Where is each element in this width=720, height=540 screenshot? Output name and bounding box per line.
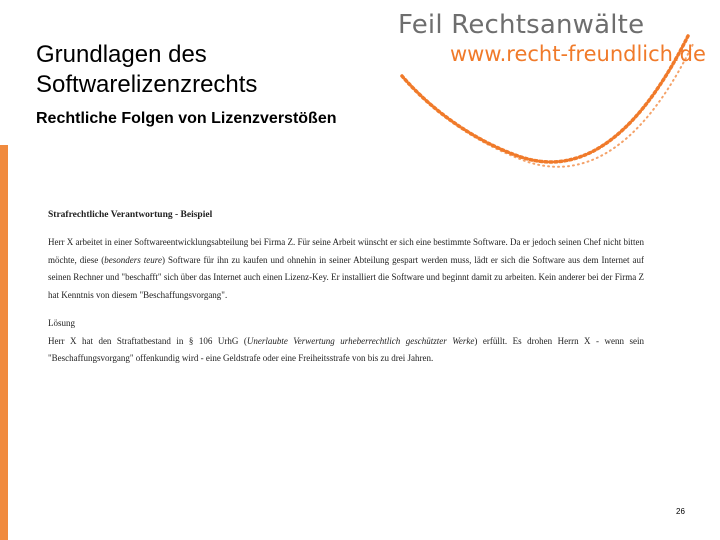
- solution-label: Lösung: [48, 318, 75, 328]
- company-logo: [388, 6, 708, 196]
- solution-text-part-1: Herr X hat den Straftatbestand in § 106 UrhG (: [48, 335, 247, 346]
- logo-website-url[interactable]: www.recht-freundlich.de: [450, 42, 706, 66]
- solution-paragraph: [48, 333, 644, 368]
- case-text-emphasis: besonders teure: [104, 254, 162, 265]
- case-paragraph: [48, 234, 644, 304]
- accent-bar: [0, 145, 8, 540]
- page-subtitle: Rechtliche Folgen von Lizenzverstößen: [36, 110, 337, 127]
- title-line-1: Grundlagen des: [36, 41, 207, 68]
- solution-text-emphasis: Unerlaubte Verwertung urheberrechtlich geschützter Werke: [246, 335, 475, 346]
- page-title: [36, 40, 376, 100]
- solution-text-part-2: ) erfüllt. Es drohen Herrn X - wenn sein "Beschaffungsvorgang" offenkundig wird - eine Geldstrafe oder eine Freiheitsstrafe von bis zu drei Jahren.: [48, 335, 644, 363]
- logo-company-name: Feil Rechtsanwälte: [398, 10, 645, 40]
- section-heading: Strafrechtliche Verantwortung - Beispiel: [48, 210, 213, 220]
- title-line-2: Softwarelizenzrechts: [36, 71, 258, 98]
- slide-content: [48, 210, 644, 368]
- case-text-part-2: ) Software für ihn zu kaufen und ohnehin in seiner Abteilung gespart werden muss, lädt er sich die Software aus dem Internet auf seinen Rechner und "beschafft" sich über das Internet auch einen Lizenz-Key. Er installiert die Software und beginnt damit zu arbeiten. Kein anderer bei der Firma Z hat Kenntnis von diesem "Beschaffungsvorgang".: [48, 254, 645, 300]
- case-text-part-1: Herr X arbeitet in einer Softwareentwicklungsabteilung bei Firma Z. Für seine Arbeit wünscht er sich eine bestimmte Software. Da er jedoch seinen Chef nicht bitten möchte, diese (: [48, 237, 644, 265]
- page-number: 26: [676, 507, 685, 516]
